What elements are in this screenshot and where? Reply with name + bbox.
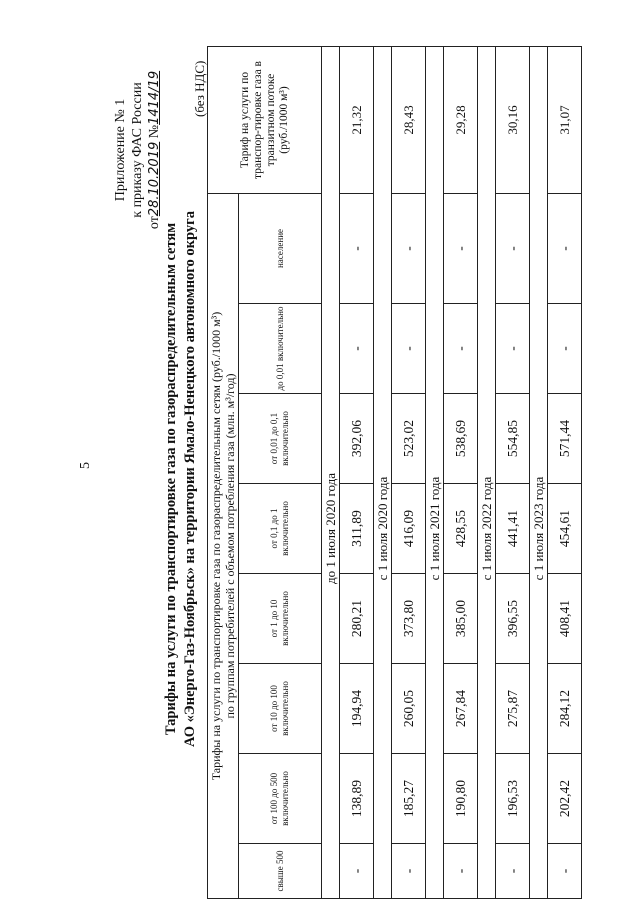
- title-line-1: Тарифы на услуги по транспортировке газа по газораспределительным сетям: [163, 222, 179, 736]
- period-label: до 1 июля 2020 года: [322, 304, 340, 754]
- table-cell: -: [340, 844, 374, 899]
- table-cell: 554,85: [496, 394, 530, 484]
- table-cell: 21,32: [340, 46, 374, 193]
- table-cell: 385,00: [444, 574, 478, 664]
- table-cell: -: [496, 193, 530, 303]
- table-cell: 31,07: [548, 46, 582, 193]
- table-cell: 280,21: [340, 574, 374, 664]
- group-header-line-2: по группам потребителей с объемом потребления газа (млн. м³/год): [223, 373, 237, 719]
- table-cell: 538,69: [444, 394, 478, 484]
- date-prefix: от: [147, 216, 162, 230]
- table-cell: 202,42: [548, 754, 582, 844]
- table-cell: -: [392, 304, 426, 394]
- table-row: [340, 46, 374, 898]
- table-cell: 396,55: [496, 574, 530, 664]
- table-cell: 373,80: [392, 574, 426, 664]
- handwritten-number: 1414/19: [147, 70, 162, 125]
- table-cell: 311,89: [340, 484, 374, 574]
- table-cell: -: [444, 304, 478, 394]
- table-cell: -: [496, 304, 530, 394]
- table-cell: 29,28: [444, 46, 478, 193]
- table-cell: -: [496, 844, 530, 899]
- table-cell: 523,02: [392, 394, 426, 484]
- table-cell: 190,80: [444, 754, 478, 844]
- table-cell: 441,41: [496, 484, 530, 574]
- table-cell: 454,61: [548, 484, 582, 574]
- table-row: [548, 46, 582, 898]
- table-cell: 428,55: [444, 484, 478, 574]
- title-line-2: АО «Энерго-Газ-Ноябрьск» на территории Ямало-Ненецкого автономного округа: [182, 211, 198, 747]
- period-label: с 1 июля 2022 года: [478, 304, 496, 754]
- column-header: от 100 до 500 включительно: [239, 754, 322, 844]
- table-cell: -: [548, 193, 582, 303]
- table-cell: 284,12: [548, 664, 582, 754]
- column-header: от 10 до 100 включительно: [239, 664, 322, 754]
- table-cell: 194,94: [340, 664, 374, 754]
- column-header: от 0,01 до 0,1 включительно: [239, 394, 322, 484]
- table-cell: 392,06: [340, 394, 374, 484]
- table-cell: -: [392, 844, 426, 899]
- table-cell: 196,53: [496, 754, 530, 844]
- table-row: [444, 46, 478, 898]
- group-header: [208, 193, 239, 898]
- transit-header: Тариф на услуги по транспор-тировке газа в транзитном потоке (руб./1000 м³): [208, 46, 322, 193]
- vat-note: (без НДС): [192, 60, 207, 117]
- table-cell: 408,41: [548, 574, 582, 664]
- period-label: с 1 июля 2023 года: [530, 304, 548, 754]
- period-label: с 1 июля 2021 года: [426, 304, 444, 754]
- document-title: [162, 59, 200, 899]
- column-header: от 1 до 10 включительно: [239, 574, 322, 664]
- table-cell: 267,84: [444, 664, 478, 754]
- appendix-block: [112, 35, 163, 265]
- table-cell: -: [340, 304, 374, 394]
- table-cell: 185,27: [392, 754, 426, 844]
- number-prefix: №: [147, 124, 162, 139]
- table-cell: 260,05: [392, 664, 426, 754]
- table-cell: -: [548, 844, 582, 899]
- appendix-date-line: [146, 35, 163, 265]
- table-row: [496, 46, 530, 898]
- table-cell: -: [548, 304, 582, 394]
- table-cell: -: [340, 193, 374, 303]
- handwritten-date: 28.10.2019: [147, 141, 162, 217]
- column-header: от 0,1 до 1 включительно: [239, 484, 322, 574]
- column-header: население: [239, 193, 322, 303]
- tariff-table: [207, 46, 582, 899]
- table-cell: 416,09: [392, 484, 426, 574]
- period-label: с 1 июля 2020 года: [374, 304, 392, 754]
- table-cell: 571,44: [548, 394, 582, 484]
- table-cell: 30,16: [496, 46, 530, 193]
- column-header: свыше 500: [239, 844, 322, 899]
- table-row: [392, 46, 426, 898]
- table-cell: -: [444, 844, 478, 899]
- table-cell: 138,89: [340, 754, 374, 844]
- table-cell: 28,43: [392, 46, 426, 193]
- appendix-order-ref: к приказу ФАС России: [130, 82, 145, 218]
- appendix-title: Приложение № 1: [113, 98, 128, 202]
- table-cell: -: [392, 193, 426, 303]
- table-cell: 275,87: [496, 664, 530, 754]
- page-number: 5: [78, 462, 93, 469]
- column-header: до 0,01 включительно: [239, 304, 322, 394]
- table-cell: -: [444, 193, 478, 303]
- group-header-line-1: Тарифы на услуги по транспортировке газа по газораспределительным сетям (руб./1000 м³): [209, 311, 223, 781]
